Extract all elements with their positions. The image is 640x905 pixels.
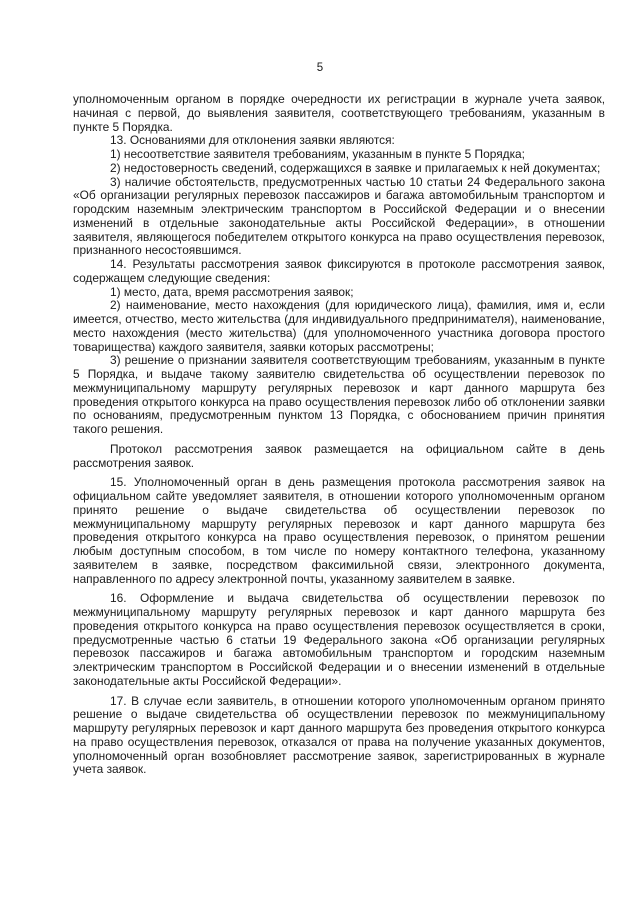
document-paragraph: 3) наличие обстоятельств, предусмотренных частью 10 статьи 24 Федерального закона «Об организации регулярных перевозок пассажиров и багажа автомобильным транспортом и городским наземным электрическим транспортом в Российской Федерации и о внесении изменений в отдельные законодательные акты Российской Федерации», в отношении заявителя, являющегося победителем открытого конкурса на право осуществления перевозок, признанного несостоявшимся. <box>73 174 605 258</box>
document-paragraph: 2) недостоверность сведений, содержащихся в заявке и прилагаемых к ней документах; <box>110 160 601 175</box>
document-paragraph: 16. Оформление и выдача свидетельства об осуществлении перевозок по межмуниципальному маршруту регулярных перевозок и карт данного маршрута без проведения открытого конкурса на право осуществления перевозок осуществляется в сроки, предусмотренные частью 6 статьи 19 Федерального закона «Об организации регулярных перевозок пассажиров и багажа автомобильным транспортом и городским наземным электрическим транспортом в Российской Федерации и о внесении изменений в отдельные законодательные акты Российской Федерации». <box>73 591 605 688</box>
document-body <box>73 93 605 777</box>
document-paragraph: 3) решение о признании заявителя соответствующим требованиям, указанным в пункте 5 Порядка, и выдаче такому заявителю свидетельства об осуществлении перевозок по межмуниципальному маршруту регулярных перевозок и карт данного маршрута без проведения открытого конкурса на право осуществления перевозок либо об отклонении заявки по основаниям, предусмотренным пунктом 13 Порядка, с обоснованием причин принятия такого решения. <box>73 353 605 436</box>
document-paragraph: уполномоченным органом в порядке очередности их регистрации в журнале учета заявок, начиная с первой, до выявления заявителя, соответствующего требованиям, указанным в пункте 5 Порядка. <box>73 92 605 134</box>
document-paragraph: 1) несоответствие заявителя требованиям, указанным в пункте 5 Порядка; <box>110 147 525 161</box>
page-number: 5 <box>316 62 324 74</box>
document-paragraph: Протокол рассмотрения заявок размещается на официальном сайте в день рассмотрения заявок. <box>73 441 605 470</box>
document-paragraph: 17. В случае если заявитель, в отношении которого уполномоченным органом принято решение о выдаче свидетельства об осуществлении перевозок по межмуниципальному маршруту регулярных перевозок и карт данного маршрута без проведения открытого конкурса на право осуществления перевозок, отказался от права на получение указанных документов, уполномоченный орган возобновляет рассмотрение заявок, зарегистрированных в журнале учета заявок. <box>73 693 605 777</box>
document-paragraph: 1) место, дата, время рассмотрения заявок; <box>110 284 354 299</box>
document-paragraph: 15. Уполномоченный орган в день размещения протокола рассмотрения заявок на официальном сайте уведомляет заявителя, в отношении которого уполномоченным органом принято решение о выдаче свидетельства об осуществлении перевозок по межмуниципальному маршруту регулярных перевозок и карт данного маршрута без проведения открытого конкурса на право осуществления перевозок, о принятом решении любым доступным способом, в том числе по номеру контактного телефона, указанному заявителем в заявке, посредством факсимильной связи, электронного документа, направленного по адресу электронной почты, указанному заявителем в заявке. <box>73 475 605 586</box>
document-paragraph: 13. Основаниями для отклонения заявки являются: <box>110 133 395 148</box>
document-paragraph: 14. Результаты рассмотрения заявок фиксируются в протоколе рассмотрения заявок, содержащем следующие сведения: <box>73 257 605 285</box>
document-paragraph: 2) наименование, место нахождения (для юридического лица), фамилия, имя и, если имеется, отчество, место жительства (для индивидуального предпринимателя), наименование, место нахождения (место жительства) (для уполномоченного участника договора простого товарищества) каждого заявителя, заявки которых рассмотрены; <box>73 298 605 354</box>
